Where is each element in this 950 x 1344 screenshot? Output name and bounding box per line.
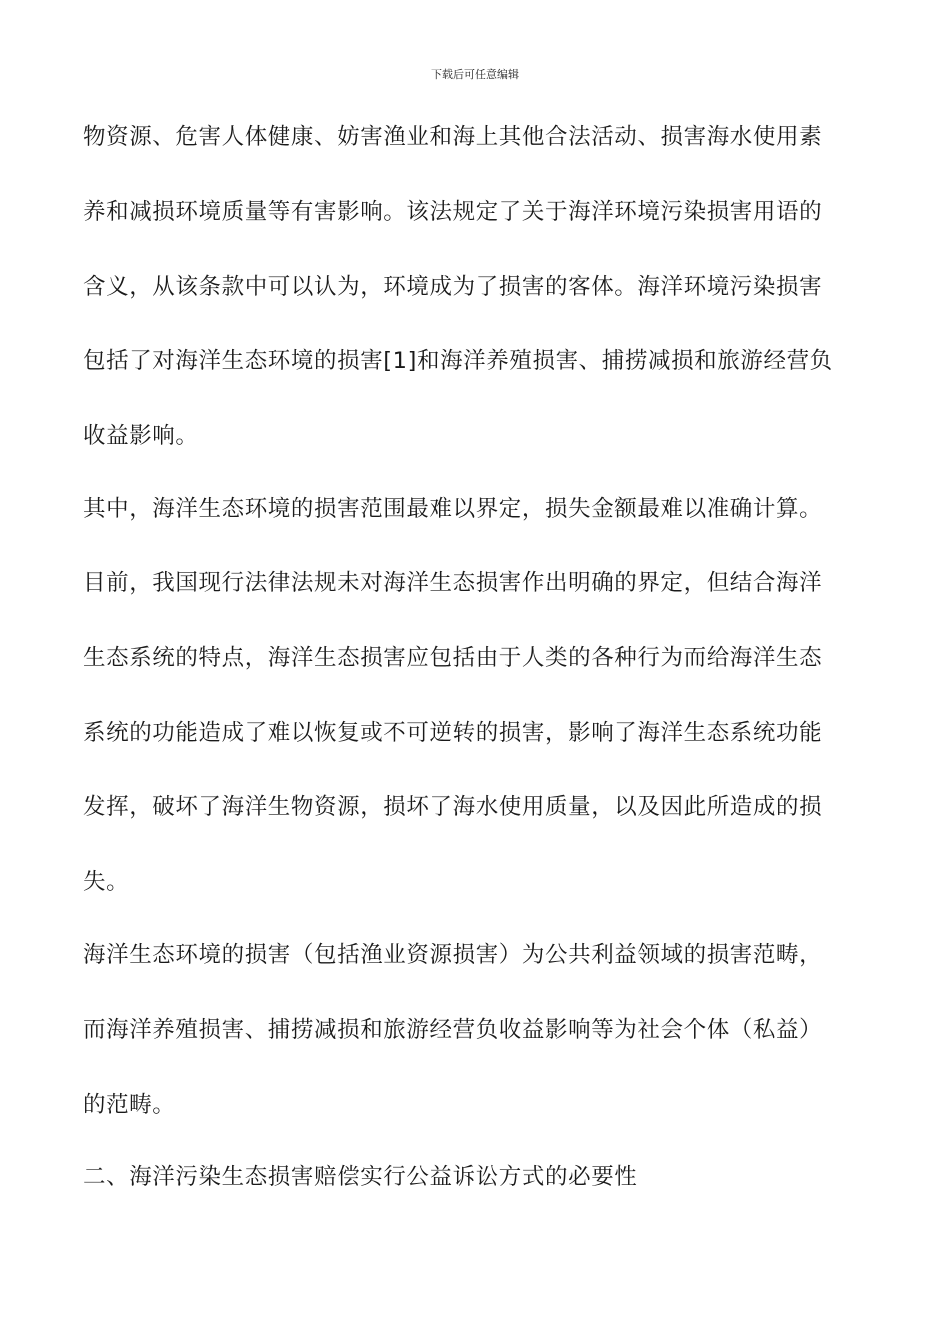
- text-line: 失。: [83, 869, 130, 895]
- section-heading: 二、海洋污染生态损害赔偿实行公益诉讼方式的必要性: [83, 1164, 638, 1190]
- text-line: 而海洋养殖损害、捕捞减损和旅游经营负收益影响等为社会个体（私益）: [83, 1017, 823, 1043]
- text-line: 生态系统的特点，海洋生态损害应包括由于人类的各种行为而给海洋生态: [83, 645, 823, 671]
- text-line: 的范畴。: [83, 1092, 176, 1118]
- text-line: 收益影响。: [83, 423, 199, 449]
- text-line: 养和减损环境质量等有害影响。该法规定了关于海洋环境污染损害用语的: [83, 199, 823, 225]
- text-line: 海洋生态环境的损害（包括渔业资源损害）为公共利益领域的损害范畴，: [83, 942, 823, 968]
- text-line: 发挥，破坏了海洋生物资源，损坏了海水使用质量，以及因此所造成的损: [83, 794, 823, 820]
- text-line: 目前，我国现行法律法规未对海洋生态损害作出明确的界定，但结合海洋: [83, 570, 823, 596]
- page-header: 下载后可任意编辑: [431, 68, 519, 81]
- text-line: 物资源、危害人体健康、妨害渔业和海上其他合法活动、损害海水使用素: [83, 124, 823, 150]
- text-line: 含义，从该条款中可以认为，环境成为了损害的客体。海洋环境污染损害: [83, 274, 823, 300]
- text-line: 包括了对海洋生态环境的损害[1]和海洋养殖损害、捕捞减损和旅游经营负: [83, 348, 833, 374]
- text-line: 其中，海洋生态环境的损害范围最难以界定，损失金额最难以准确计算。: [83, 496, 823, 522]
- text-line: 系统的功能造成了难以恢复或不可逆转的损害，影响了海洋生态系统功能: [83, 720, 823, 746]
